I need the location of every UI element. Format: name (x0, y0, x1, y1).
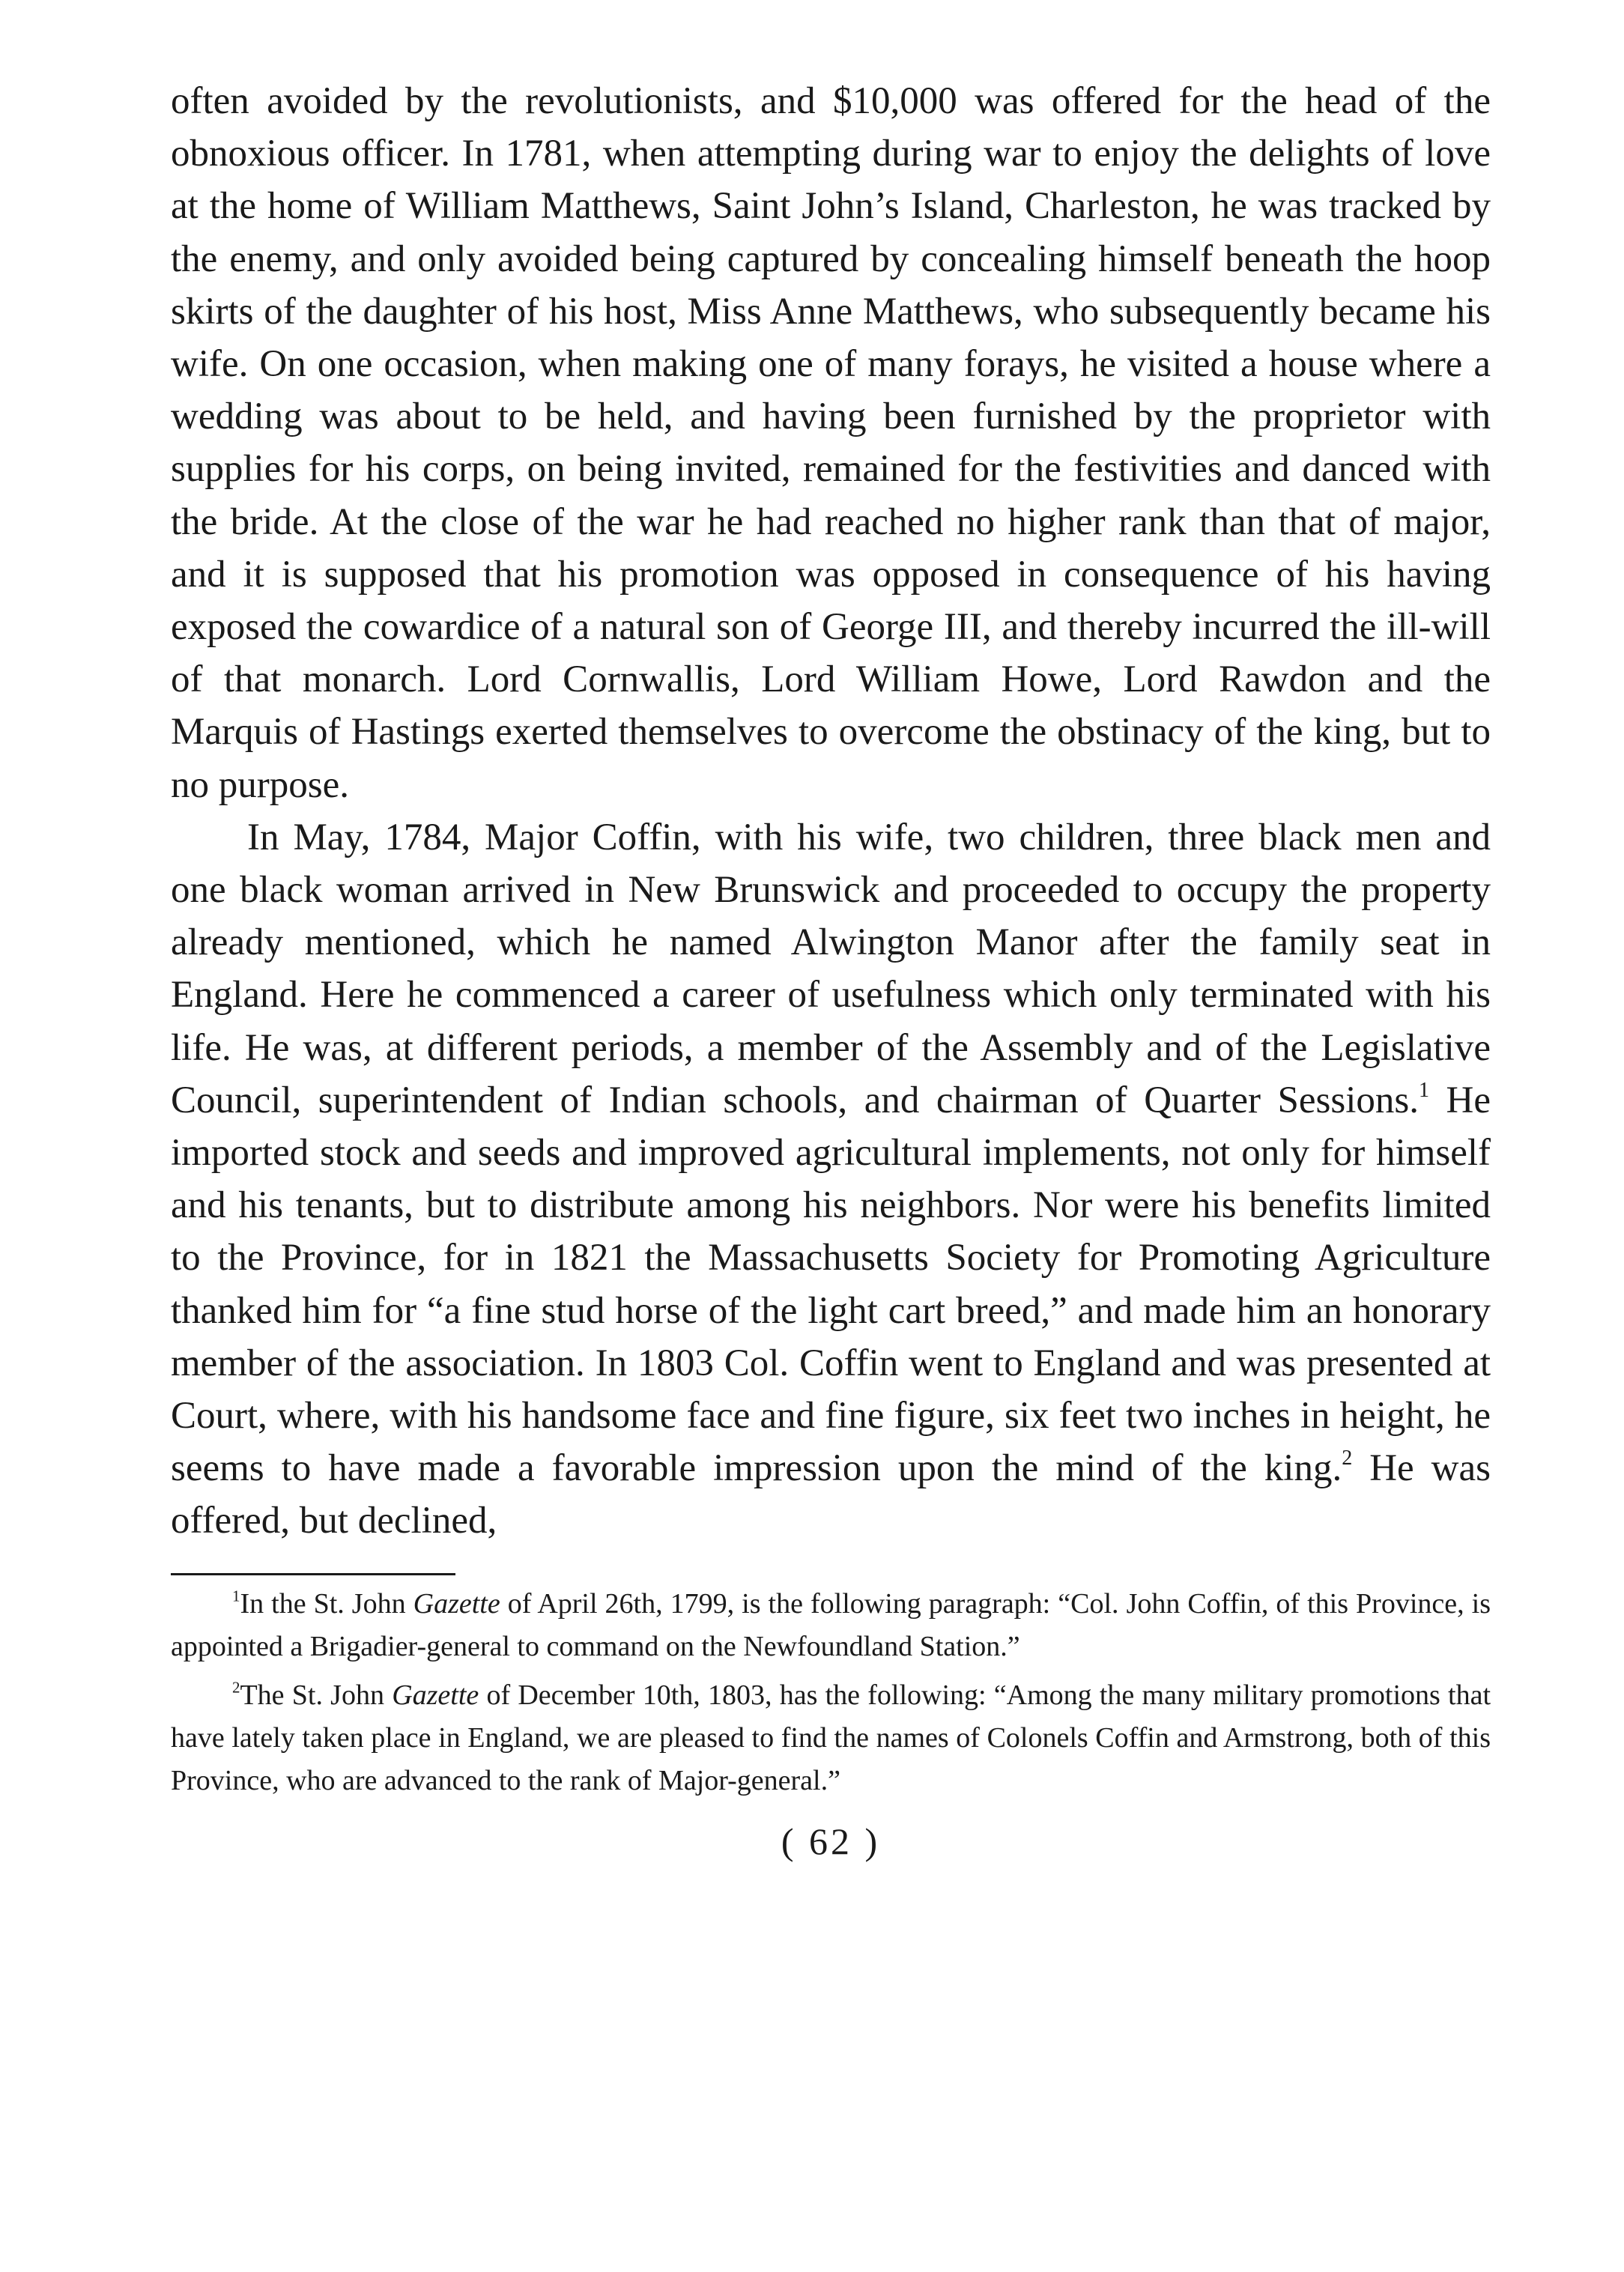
book-page (171, 75, 1491, 1864)
page-number: ( 62 ) (781, 1820, 881, 1862)
footnotes (171, 1583, 1491, 1802)
footnote-mark-2: 2 (232, 1678, 240, 1697)
footnote-1: $^1$In the St. John Gazette of April 26th, 1799, is the following paragraph: “Col. John Coffin, of this Province, is appointed a Brigadier-general to command on the Newfoundland Station.” (171, 1587, 1491, 1662)
footnote-divider (171, 1573, 455, 1575)
publication-name: Gazette (392, 1679, 479, 1711)
body-text (171, 75, 1491, 1548)
footnote-ref-2[interactable]: 2 (1342, 1446, 1353, 1470)
paragraph-continued: often avoided by the revolutionists, and $10,000 was offered for the head of the obnoxious officer. In 1781, when attempting during war to enjoy the delights of love at the home of William Matthews, Saint John’s Island, Charleston, he was tracked by the enemy, and only avoided being captured by concealing himself beneath the hoop skirts of the daughter of his host, Miss Anne Matthews, who subsequently became his wife. On one occasion, when making one of many forays, he visited a house where a wedding was about to be held, and having been furnished by the proprietor with supplies for his corps, on being invited, remained for the festivities and danced with the bride. At the close of the war he had reached no higher rank than that of major, and it is supposed that his promotion was opposed in consequence of his having exposed the cowardice of a natural son of George III, and thereby incurred the ill-will of that monarch. Lord Cornwallis, Lord William Howe, Lord Rawdon and the Marquis of Hastings exerted themselves to overcome the obstinacy of the king, but to no purpose. (171, 80, 1491, 806)
footnote-ref-1[interactable]: 1 (1418, 1078, 1429, 1102)
publication-name: Gazette (413, 1587, 500, 1620)
footnote-mark-1: 1 (232, 1587, 240, 1605)
footnote-2: $^2$The St. John Gazette of December 10th, 1803, has the following: “Among the many military promotions that have lately taken place in England, we are pleased to find the names of Colonels Coffin and Armstrong, both of this Province, who are advanced to the rank of Major-general.” (171, 1678, 1491, 1796)
paragraph-arrival: In May, 1784, Major Coffin, with his wife, two children, three black men and one black woman arrived in New Brunswick and proceeded to occupy the property already mentioned, which he named Alwington Manor after the family seat in England. Here he commenced a career of usefulness which only terminated with his life. He was, at different periods, a member of the Assembly and of the Legislative Council, superintendent of Indian schools, and chairman of Quarter Sessions.$^1$ He imported stock and seeds and improved agricultural implements, not only for himself and his tenants, but to distribute among his neighbors. Nor were his benefits limited to the Province, for in 1821 the Massachusetts Society for Promoting Agriculture thanked him for “a fine stud horse of the light cart breed,” and made him an honorary member of the association. In 1803 Col. Coffin went to England and was presented at Court, where, with his handsome face and fine figure, six feet two inches in height, he seems to have made a favorable impression upon the mind of the king.$^2$ He was offered, but declined, (171, 816, 1491, 1542)
